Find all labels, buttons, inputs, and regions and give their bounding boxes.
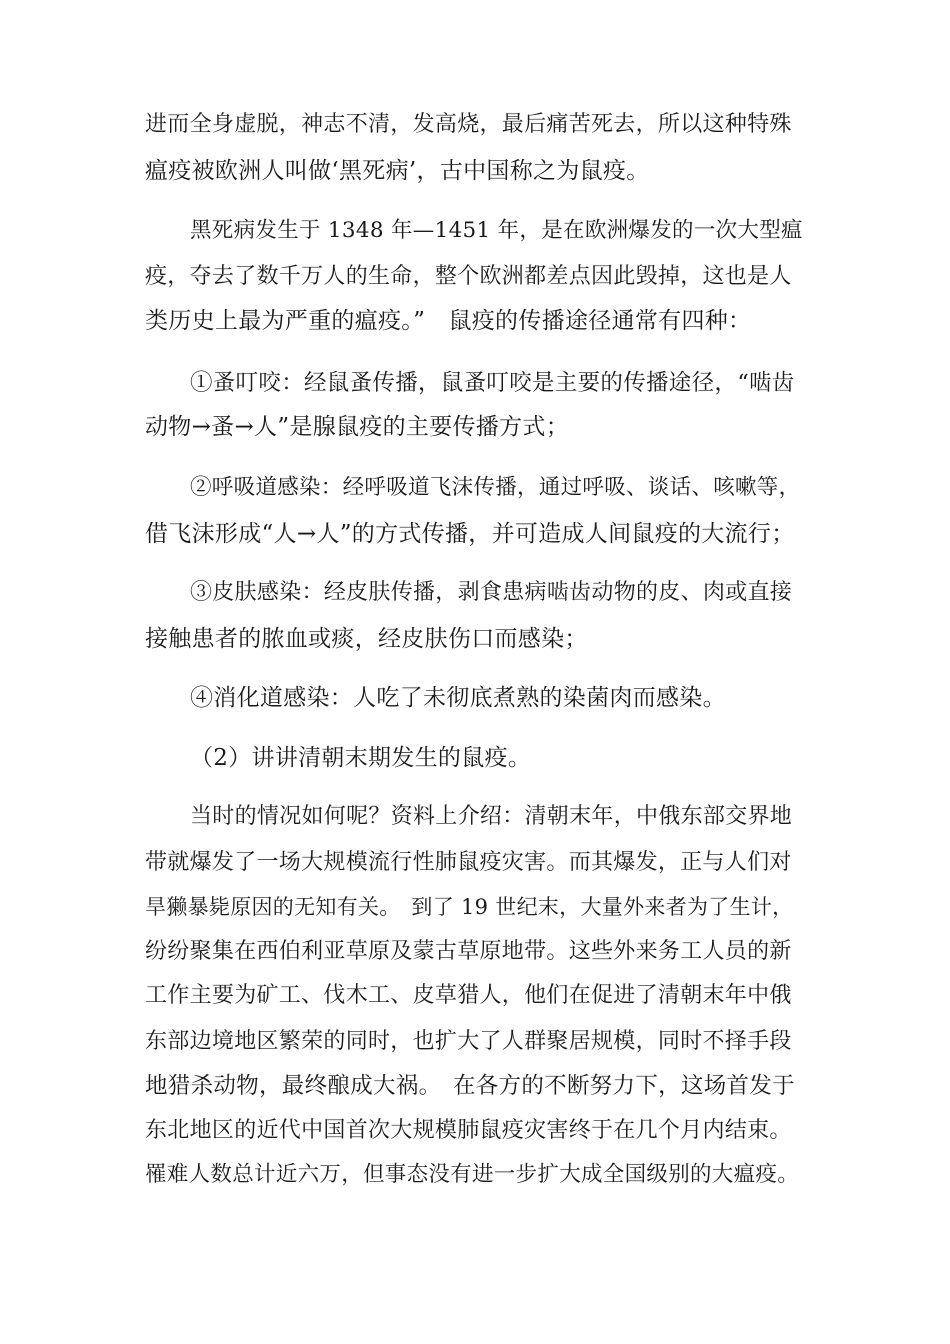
text-line: ④消化道感染：人吃了未彻底煮熟的染菌肉而感染。 (190, 685, 726, 711)
text-line: 当时的情况如何呢？资料上介绍：清朝末年，中俄东部交界地 (190, 804, 793, 829)
text-line: 进而全身虚脱，神志不清，发高烧，最后痛苦死去，所以这种特殊 (145, 112, 792, 137)
text-line: 带就爆发了一场大规模流行性肺鼠疫灾害。而其爆发，正与人们对 (145, 850, 792, 875)
text-line: 借飞沫形成“人→人”的方式传播，并可造成人间鼠疫的大流行； (145, 521, 795, 547)
section-heading: （2）讲讲清朝末期发生的鼠疫。 (190, 745, 532, 771)
text-line: 东部边境地区繁荣的同时，也扩大了人群聚居规模，同时不择手段 (145, 1029, 792, 1054)
text-line: ①蚤叮咬：经鼠蚤传播，鼠蚤叮咬是主要的传播途径，“啮齿 (190, 370, 795, 396)
text-line: 工作主要为矿工、伐木工、皮草猎人，他们在促进了清朝末年中俄 (145, 983, 792, 1008)
text-line: 瘟疫被欧洲人叫做‘黑死病’，古中国称之为鼠疫。 (145, 158, 650, 184)
text-line: 旱獭暴毙原因的无知有关。 到了 19 世纪末，大量外来者为了生计， (145, 895, 794, 919)
text-line: 类历史上最为严重的瘟疫。” 鼠疫的传播途径通常有四种： (145, 308, 752, 334)
text-line: 动物→蚤→人”是腺鼠疫的主要传播方式； (145, 414, 570, 440)
text-line: 疫，夺去了数千万人的生命，整个欧洲都差点因此毁掉，这也是人 (145, 264, 792, 289)
text-line: 东北地区的近代中国首次大规模肺鼠疫灾害终于在几个月内结束。 (145, 1118, 792, 1143)
text-line: ②呼吸道感染：经呼吸道飞沫传播，通过呼吸、谈话、咳嗽等， (190, 475, 801, 500)
text-line: ③皮肤感染：经皮肤传播，剥食患病啮齿动物的皮、肉或直接 (190, 580, 793, 605)
text-line: 地猎杀动物，最终酿成大祸。 在各方的不断努力下，这场首发于 (145, 1073, 795, 1099)
text-line: 纷纷聚集在西伯利亚草原及蒙古草原地带。这些外来务工人员的新 (145, 939, 792, 964)
text-line: 黑死病发生于 1348 年—1451 年，是在欧洲爆发的一次大型瘟 (190, 218, 803, 243)
text-line: 接触患者的脓血或痰，经皮肤伤口而感染； (145, 626, 588, 652)
text-line: 罹难人数总计近六万，但事态没有进一步扩大成全国级别的大瘟疫。 (145, 1162, 800, 1187)
